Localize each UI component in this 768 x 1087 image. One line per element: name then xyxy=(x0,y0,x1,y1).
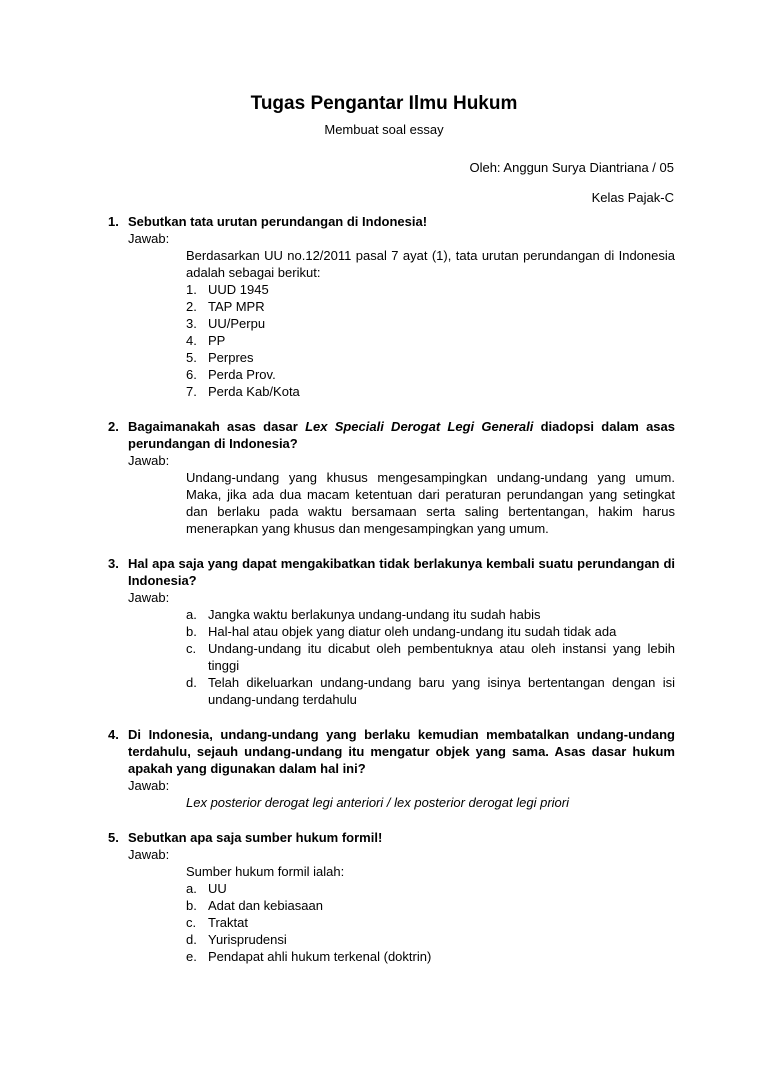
answer-label: Jawab: xyxy=(128,231,170,246)
question-number: 5. xyxy=(108,830,119,845)
question-number: 3. xyxy=(108,556,119,571)
question-number: 2. xyxy=(108,419,119,434)
answer-label: Jawab: xyxy=(128,778,170,793)
question-text: Di Indonesia, undang-undang yang berlaku kemudian membatalkan undang-undang terdahulu, sejauh undang-undang itu mengatur objek yang sama. Asas dasar hukum apakah yang digunakan dalam hal ini? xyxy=(128,727,675,776)
list-item: c. Traktat xyxy=(186,915,248,930)
list-item: a. Jangka waktu berlakunya undang-undang itu sudah habis xyxy=(186,607,541,622)
question-number: 1. xyxy=(108,214,119,229)
list-item: b. Hal-hal atau objek yang diatur oleh undang-undang itu sudah tidak ada xyxy=(186,624,617,639)
question-4 xyxy=(108,726,675,811)
question-text: Sebutkan apa saja sumber hukum formil! xyxy=(128,830,383,845)
question-number: 4. xyxy=(108,727,119,742)
list-item: 7. Perda Kab/Kota xyxy=(186,384,300,399)
question-text: Hal apa saja yang dapat mengakibatkan tidak berlakunya kembali suatu perundangan di Indonesia? xyxy=(128,556,675,588)
list-item: 1. UUD 1945 xyxy=(186,282,269,297)
question-2 xyxy=(108,418,675,537)
list-item: 6. Perda Prov. xyxy=(186,367,276,382)
document-subtitle: Membuat soal essay xyxy=(324,122,444,137)
answer-intro: Berdasarkan UU no.12/2011 pasal 7 ayat (1), tata urutan perundangan di Indonesia adalah sebagai berikut: xyxy=(186,248,675,280)
answer-list xyxy=(186,281,675,400)
list-item: 4. PP xyxy=(186,333,226,348)
question-text: Bagaimanakah asas dasar Lex Speciali Derogat Legi Generali diadopsi dalam asas perundangan di Indonesia? xyxy=(128,419,675,451)
list-item: 5. Perpres xyxy=(186,350,254,365)
answer-intro: Sumber hukum formil ialah: xyxy=(186,864,345,879)
question-1 xyxy=(108,213,675,400)
list-item: d. Telah dikeluarkan undang-undang baru yang isinya bertentangan dengan isi undang-undang terdahulu xyxy=(186,675,675,707)
list-item: 2. TAP MPR xyxy=(186,299,265,314)
answer-list xyxy=(186,880,675,965)
list-item: 3. UU/Perpu xyxy=(186,316,266,331)
answer-text: Lex posterior derogat legi anteriori / lex posterior derogat legi priori xyxy=(186,795,569,810)
answer-label: Jawab: xyxy=(128,453,170,468)
list-item: e. Pendapat ahli hukum terkenal (doktrin) xyxy=(186,949,432,964)
list-item: b. Adat dan kebiasaan xyxy=(186,898,323,913)
class-label: Kelas Pajak-C xyxy=(591,190,674,205)
answer-label: Jawab: xyxy=(128,847,170,862)
answer-list xyxy=(186,606,675,708)
question-list xyxy=(108,213,675,965)
document-title: Tugas Pengantar Ilmu Hukum xyxy=(250,93,518,114)
question-3 xyxy=(108,555,675,708)
answer-text: Undang-undang yang khusus mengesampingkan undang-undang yang umum. Maka, jika ada dua macam ketentuan dari peraturan perundangan yang setingkat dan berlaku pada waktu bersamaan serta saling bertentangan, hakim harus menerapkan yang khusus dan mengesampingkan yang umum. xyxy=(186,470,675,536)
question-text: Sebutkan tata urutan perundangan di Indonesia! xyxy=(128,214,428,229)
list-item: c. Undang-undang itu dicabut oleh pembentuknya atau oleh instansi yang lebih tinggi xyxy=(186,641,675,673)
list-item: a. UU xyxy=(186,881,227,896)
question-5 xyxy=(108,829,675,965)
answer-label: Jawab: xyxy=(128,590,170,605)
list-item: d. Yurisprudensi xyxy=(186,932,287,947)
author-byline: Oleh: Anggun Surya Diantriana / 05 xyxy=(469,160,674,175)
